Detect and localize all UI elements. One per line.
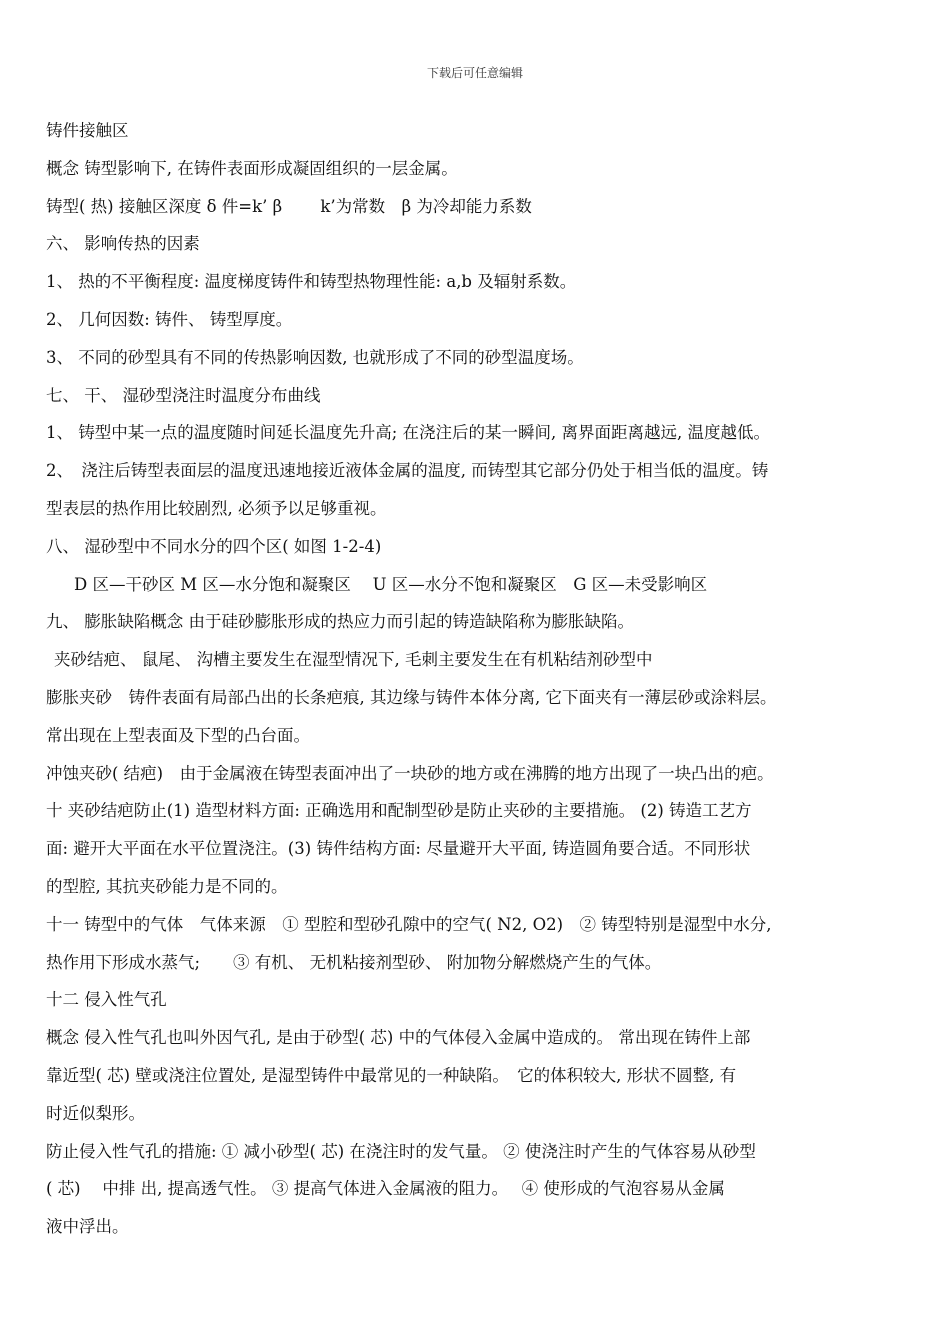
paragraph-line: 液中浮出。 (46, 1217, 129, 1237)
list-item: 2、 几何因数: 铸件、 铸型厚度。 (46, 309, 293, 329)
document-body (46, 112, 912, 1246)
list-item: 1、 铸型中某一点的温度随时间延长温度先升高; 在浇注后的某一瞬间, 离界面距离越远, 温度越低。 (46, 423, 771, 443)
section-heading-six: 六、 影响传热的因素 (46, 234, 200, 254)
paragraph-line: 的型腔, 其抗夹砂能力是不同的。 (46, 876, 288, 896)
paragraph-line: 型表层的热作用比较剧烈, 必须予以足够重视。 (46, 498, 387, 518)
paragraph-line: 靠近型( 芯) 壁或浇注位置处, 是湿型铸件中最常见的一种缺陷。 它的体积较大, 形状不圆整, 有 (46, 1065, 737, 1085)
paragraph-line: 热作用下形成水蒸气; ③ 有机、 无机粘接剂型砂、 附加物分解燃烧产生的气体。 (46, 952, 662, 972)
section-heading-twelve: 十二 侵入性气孔 (46, 990, 167, 1010)
paragraph-line: 夹砂结疤、 鼠尾、 沟槽主要发生在湿型情况下, 毛刺主要发生在有机粘结剂砂型中 (54, 650, 653, 670)
paragraph-line: 膨胀夹砂 铸件表面有局部凸出的长条疤痕, 其边缘与铸件本体分离, 它下面夹有一薄层砂或涂料层。 (46, 687, 777, 707)
section-heading-eleven: 十一 铸型中的气体 气体来源 ① 型腔和型砂孔隙中的空气( N2, O2) ② 铸型特别是湿型中水分, (46, 914, 772, 934)
list-item: 3、 不同的砂型具有不同的传热影响因数, 也就形成了不同的砂型温度场。 (46, 347, 584, 367)
list-item: 1、 热的不平衡程度: 温度梯度铸件和铸型热物理性能: a,b 及辐射系数。 (46, 272, 577, 292)
section-heading-eight: 八、 湿砂型中不同水分的四个区( 如图 1-2-4) (46, 536, 382, 556)
paragraph-line: 防止侵入性气孔的措施: ① 减小砂型( 芯) 在浇注时的发气量。 ② 使浇注时产生的气体容易从砂型 (46, 1141, 756, 1161)
section-heading-contact-zone: 铸件接触区 (46, 121, 129, 140)
paragraph-line: 铸型( 热) 接触区深度 δ 件=k’ β k’为常数 β 为冷却能力系数 (46, 196, 532, 216)
section-heading-ten: 十 夹砂结疤防止(1) 造型材料方面: 正确选用和配制型砂是防止夹砂的主要措施。 (2) 铸造工艺方 (46, 801, 752, 821)
paragraph-line: ( 芯) 中排 出, 提高透气性。 ③ 提高气体进入金属液的阻力。 ④ 使形成的气泡容易从金属 (46, 1179, 725, 1199)
paragraph-line: 概念 侵入性气孔也叫外因气孔, 是由于砂型( 芯) 中的气体侵入金属中造成的。 常出现在铸件上部 (46, 1028, 751, 1048)
paragraph-line: 概念 铸型影响下, 在铸件表面形成凝固组织的一层金属。 (46, 158, 458, 178)
paragraph-line: 时近似梨形。 (46, 1103, 145, 1123)
paragraph-line: 常出现在上型表面及下型的凸台面。 (46, 725, 310, 745)
page-header: 下载后可任意编辑 (426, 66, 523, 80)
paragraph-line: 冲蚀夹砂( 结疤) 由于金属液在铸型表面冲出了一块砂的地方或在沸腾的地方出现了一块凸出的疤。 (46, 763, 774, 783)
section-heading-seven: 七、 干、 湿砂型浇注时温度分布曲线 (46, 385, 321, 405)
paragraph-line: 面: 避开大平面在水平位置浇注。(3) 铸件结构方面: 尽量避开大平面, 铸造圆角要合适。不同形状 (46, 839, 751, 859)
list-item: 2、 浇注后铸型表面层的温度迅速地接近液体金属的温度, 而铸型其它部分仍处于相当低的温度。铸 (46, 461, 769, 481)
zone-list-line: D 区—干砂区 M 区—水分饱和凝聚区 U 区—水分不饱和凝聚区 G 区—未受影响区 (74, 574, 708, 594)
section-heading-nine: 九、 膨胀缺陷概念 由于硅砂膨胀形成的热应力而引起的铸造缺陷称为膨胀缺陷。 (46, 612, 634, 632)
